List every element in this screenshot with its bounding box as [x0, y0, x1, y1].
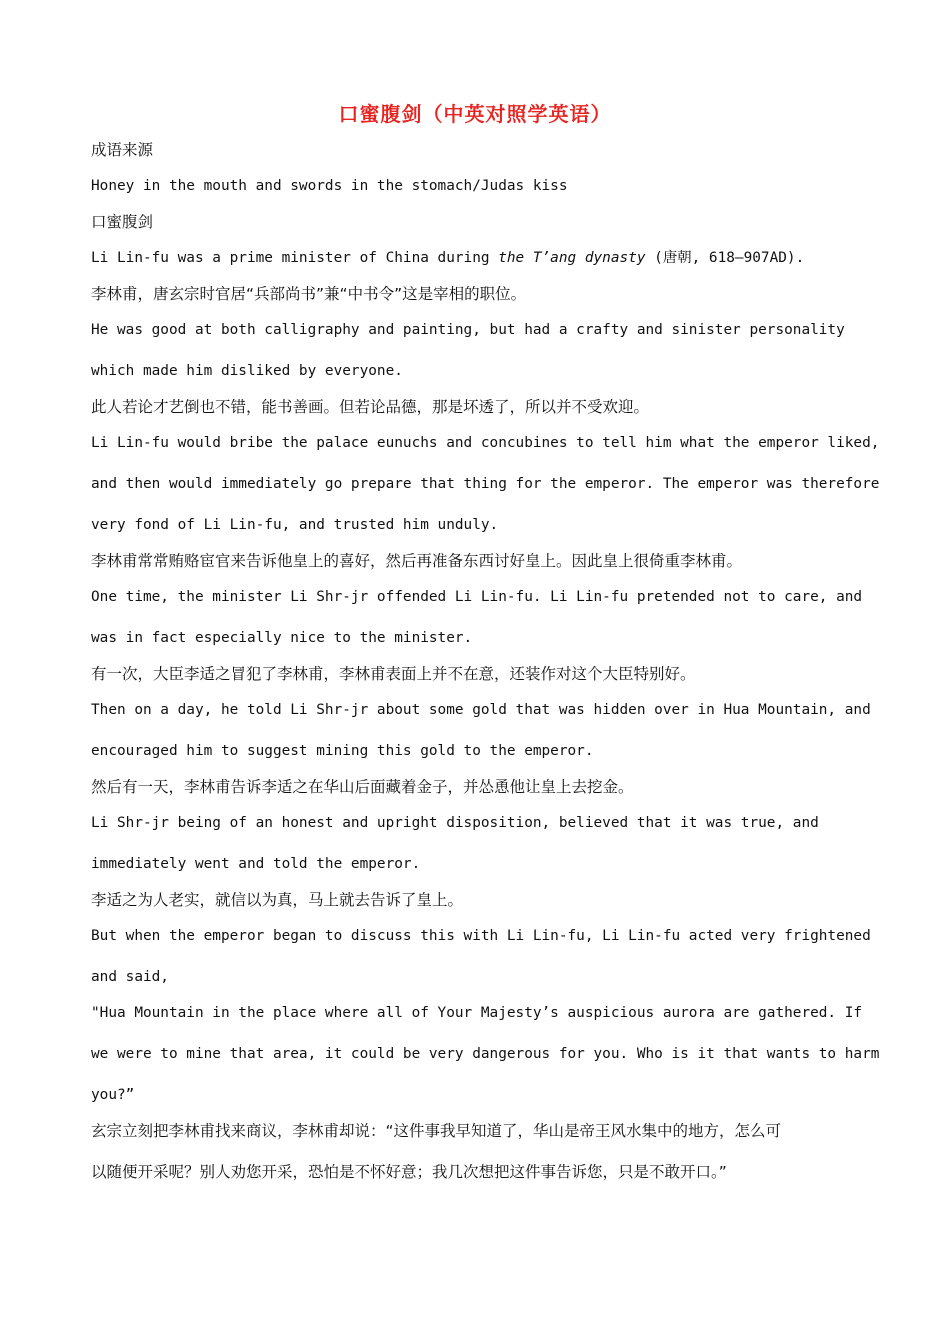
paragraph-3-chinese: 李林甫常常贿赂宦官来告诉他皇上的喜好，然后再准备东西讨好皇上。因此皇上很倚重李林甫。 — [91, 552, 743, 570]
paragraph-6-english — [91, 813, 866, 874]
text-line: He was good at both calligraphy and painting, but had a crafty and sinister personality — [91, 322, 845, 338]
text-line: very fond of Li Lin-fu, and trusted him unduly. — [91, 517, 499, 533]
paragraph-5-english — [91, 700, 871, 761]
text-line: "Hua Mountain in the place where all of Your Majesty’s auspicious aurora are gathered. If — [91, 1005, 863, 1021]
paragraph-1-english — [91, 248, 866, 268]
text-line: 以随便开采呢？别人劝您开采，恐怕是不怀好意；我几次想把这件事告诉您，只是不敢开口。” — [91, 1163, 727, 1181]
document-body — [91, 140, 880, 1198]
paragraph-1-chinese: 李林甫，唐玄宗时官居“兵部尚书”兼“中书令”这是宰相的职位。 — [91, 285, 527, 303]
text-line: immediately went and told the emperor. — [91, 856, 421, 872]
text-line: Li Shr-jr being of an honest and upright disposition, believed that it was true, and — [91, 815, 819, 831]
paragraph-8-chinese — [91, 1121, 866, 1182]
paragraph-5-chinese: 然后有一天，李林甫告诉李适之在华山后面藏着金子，并怂恿他让皇上去挖金。 — [91, 778, 634, 796]
text-line: was in fact especially nice to the minister. — [91, 630, 473, 646]
text-line: Then on a day, he told Li Shr-jr about some gold that was hidden over in Hua Mountain, and — [91, 702, 871, 718]
text-line: you?” — [91, 1087, 135, 1103]
text-line: But when the emperor began to discuss this with Li Lin-fu, Li Lin-fu acted very frightened — [91, 928, 871, 944]
paragraph-8-english — [91, 1003, 880, 1105]
section-heading-source: 成语来源 — [91, 141, 154, 159]
p1-text-after: (唐朝, 618—907AD). — [645, 250, 805, 266]
page-title: 口蜜腹剑（中英对照学英语） — [338, 102, 612, 126]
text-line: 玄宗立刻把李林甫找来商议，李林甫却说：“这件事我早知道了，华山是帝王风水集中的地方，怎么可 — [91, 1122, 782, 1140]
text-line: and then would immediately go prepare that thing for the emperor. The emperor was therefore — [91, 476, 880, 492]
paragraph-6-chinese: 李适之为人老实，就信以为真，马上就去告诉了皇上。 — [91, 891, 464, 909]
text-line: One time, the minister Li Shr-jr offended Li Lin-fu. Li Lin-fu pretended not to care, and — [91, 589, 863, 605]
text-line: we were to mine that area, it could be very dangerous for you. Who is it that wants to harm — [91, 1046, 880, 1062]
text-line: and said, — [91, 969, 169, 985]
p1-text-before: Li Lin-fu was a prime minister of China during — [91, 250, 499, 266]
text-line: which made him disliked by everyone. — [91, 363, 403, 379]
paragraph-2-chinese: 此人若论才艺倒也不错，能书善画。但若论品德，那是坏透了，所以并不受欢迎。 — [91, 398, 650, 416]
paragraph-3-english — [91, 433, 880, 535]
paragraph-2-english — [91, 320, 866, 381]
text-line: Li Lin-fu would bribe the palace eunuchs and concubines to tell him what the emperor liked, — [91, 435, 880, 451]
idiom-english: Honey in the mouth and swords in the stomach/Judas kiss — [91, 178, 568, 194]
idiom-chinese: 口蜜腹剑 — [91, 213, 154, 231]
paragraph-7-english — [91, 926, 871, 987]
text-line: encouraged him to suggest mining this gold to the emperor. — [91, 743, 594, 759]
paragraph-4-english — [91, 587, 866, 648]
p1-dynasty-italic: the T’ang dynasty — [498, 250, 646, 266]
paragraph-4-chinese: 有一次，大臣李适之冒犯了李林甫，李林甫表面上并不在意，还装作对这个大臣特别好。 — [91, 665, 696, 683]
